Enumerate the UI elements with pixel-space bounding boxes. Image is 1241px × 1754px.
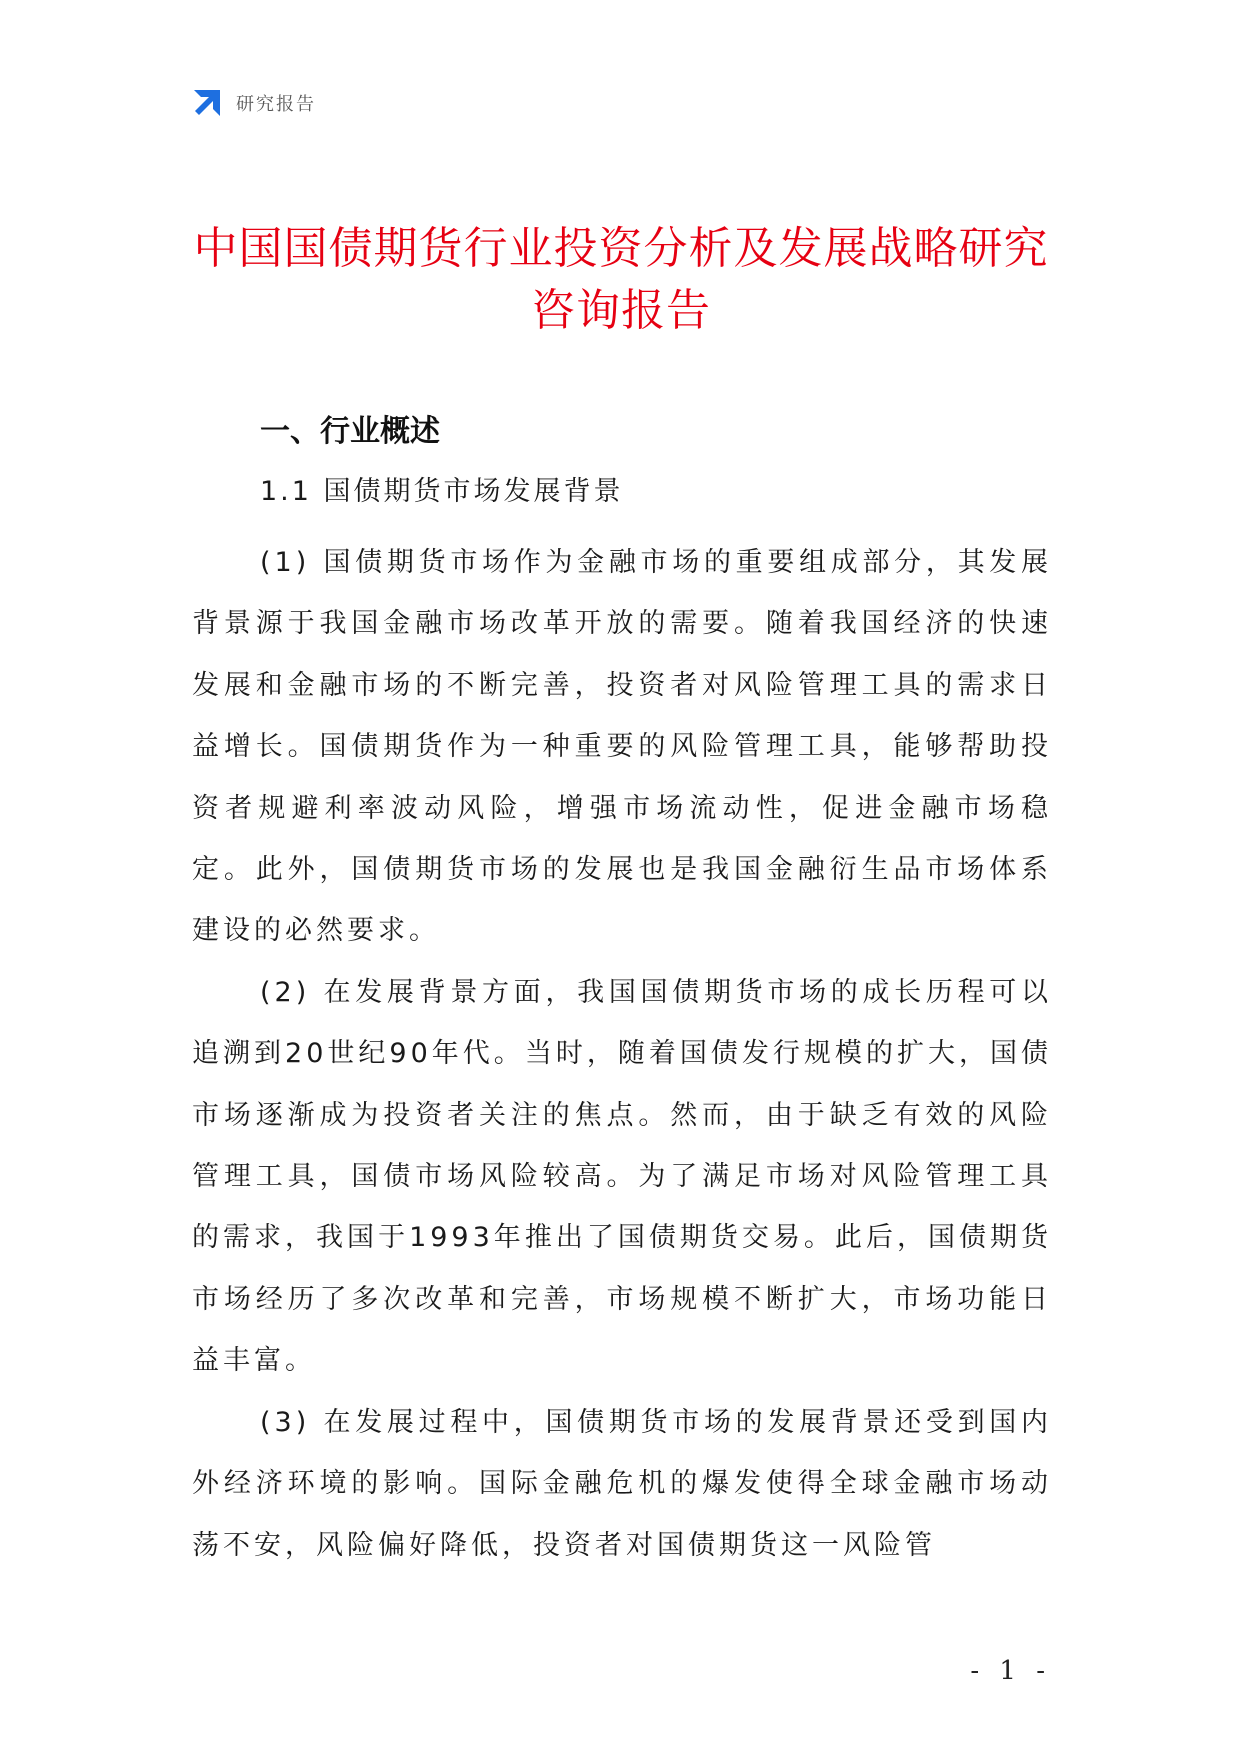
- subsection-heading: 1.1 国债期货市场发展背景: [260, 476, 624, 507]
- paragraph-2: (2) 在发展背景方面，我国国债期货市场的成长历程可以追溯到20世纪90年代。当时，随着国债发行规模的扩大，国债市场逐渐成为投资者关注的焦点。然而，由于缺乏有效的风险管理工具，国债市场风险较高。为了满足市场对风险管理工具的需求，我国于1993年推出了国债期货交易。此后，国债期货市场经历了多次改革和完善，市场规模不断扩大，市场功能日益丰富。: [192, 976, 1052, 1377]
- paragraph-3: (3) 在发展过程中，国债期货市场的发展背景还受到国内外经济环境的影响。国际金融危机的爆发使得全球金融市场动荡不安，风险偏好降低，投资者对国债期货这一风险管: [192, 1406, 1052, 1561]
- arrow-up-right-icon: [190, 86, 224, 120]
- document-title: 中国国债期货行业投资分析及发展战略研究咨询报告: [193, 223, 1049, 336]
- page-number: - 1 -: [970, 1656, 1051, 1686]
- page-header: [190, 86, 316, 120]
- header-label: 研究报告: [236, 94, 316, 115]
- paragraph-1: (1) 国债期货市场作为金融市场的重要组成部分，其发展背景源于我国金融市场改革开放的需要。随着我国经济的快速发展和金融市场的不断完善，投资者对风险管理工具的需求日益增长。国债期货作为一种重要的风险管理工具，能够帮助投资者规避利率波动风险，增强市场流动性，促进金融市场稳定。此外，国债期货市场的发展也是我国金融衍生品市场体系建设的必然要求。: [192, 547, 1052, 947]
- document-body: [192, 412, 1052, 1576]
- section-heading: 一、行业概述: [260, 414, 440, 449]
